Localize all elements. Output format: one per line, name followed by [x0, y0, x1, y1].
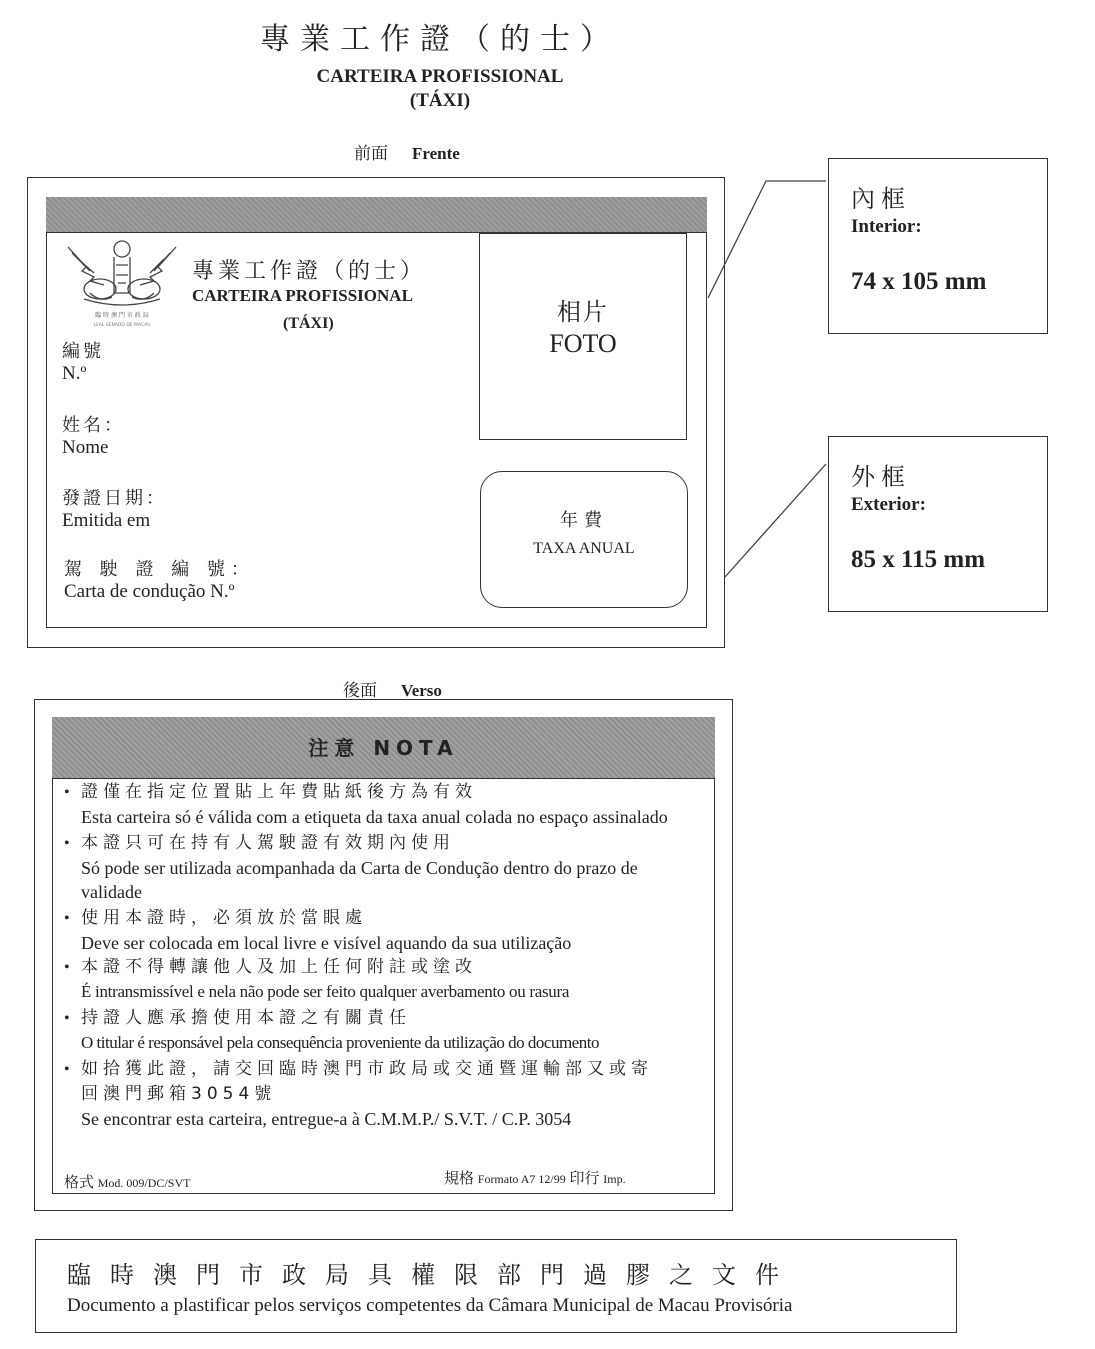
back-label-cn: 後面: [343, 681, 377, 701]
format-info: [444, 1167, 626, 1188]
exterior-label-pt: Exterior:: [851, 494, 926, 515]
nota-item: [64, 780, 714, 829]
nota-list: [64, 780, 714, 1131]
field-name-cn: 姓名：: [62, 415, 125, 436]
imp-cn: 印行: [569, 1169, 600, 1187]
nota-item-pt: Se encontrar esta carteira, entregue-a à C.M.M.P./ S.V.T. / C.P. 3054: [81, 1109, 572, 1129]
model-code: [64, 1171, 190, 1192]
card-title-chinese: 專業工作證（的士）: [192, 259, 427, 284]
nota-item-cn: 如拾獲此證，請交回臨時澳門市政局或交通暨運輸部又或寄回澳門郵箱3054號: [81, 1059, 653, 1104]
card-title-subtitle: (TÁXI): [283, 315, 334, 332]
nota-item: [64, 1057, 714, 1131]
exterior-dimension-box: [828, 436, 1048, 612]
nota-item-cn: 使用本證時，必須放於當眼處: [81, 908, 367, 928]
interior-label-pt: Interior:: [851, 216, 922, 237]
page-title-subtitle: (TÁXI): [409, 90, 471, 111]
back-label: [343, 676, 442, 701]
field-issue-date-cn: 發證日期：: [62, 488, 167, 509]
nota-header-bar: 注意 NOTA: [52, 717, 715, 779]
nota-item: [64, 831, 714, 904]
exterior-label-cn: 外框: [851, 463, 911, 491]
bullet-icon: •: [64, 959, 70, 976]
nota-item: [64, 906, 714, 955]
field-license-number-cn: 駕 駛 證 編 號：: [64, 559, 255, 580]
front-label-cn: 前面: [354, 144, 388, 164]
nota-item-cn: 持證人應承擔使用本證之有關責任: [81, 1008, 411, 1028]
svg-text:臨 時 澳 門 市 政 局: 臨 時 澳 門 市 政 局: [95, 312, 149, 319]
nota-item-pt: Deve ser colocada em local livre e visível aquando da sua utilização: [81, 933, 572, 953]
svg-text:LEAL SENADO DE MACAU: LEAL SENADO DE MACAU: [93, 323, 151, 328]
exterior-size-value: 85 x 115 mm: [851, 546, 986, 573]
interior-label-cn: 內框: [851, 185, 911, 213]
nota-item-pt: Esta carteira só é válida com a etiqueta da taxa anual colada no espaço assinalado: [81, 807, 668, 827]
field-name-pt: Nome: [62, 437, 109, 458]
interior-leader-line: [708, 181, 826, 298]
annual-fee-label-pt: TAXA ANUAL: [533, 540, 635, 557]
plastification-note-pt: Documento a plastificar pelos serviços competentes da Câmara Municipal de Macau Provisória: [67, 1295, 793, 1316]
nota-item-cn: 本證不得轉讓他人及加上任何附註或塗改: [81, 957, 477, 977]
format-pt: Formato A7 12/99: [477, 1172, 566, 1186]
nota-item: [64, 1006, 714, 1055]
model-code-cn: 格式: [64, 1173, 95, 1191]
plastification-note-cn: 臨時澳門市政局具權限部門過膠之文件: [67, 1261, 798, 1289]
model-code-pt: Mod. 009/DC/SVT: [97, 1176, 191, 1190]
format-cn: 規格: [444, 1169, 475, 1187]
nota-item-cn: 本證只可在持有人駕駛證有效期內使用: [81, 833, 455, 853]
bullet-icon: •: [64, 835, 70, 852]
nota-item: [64, 955, 714, 1004]
bullet-icon: •: [64, 784, 70, 801]
exterior-leader-line: [725, 464, 826, 577]
front-label-pt: Frente: [412, 144, 460, 163]
bullet-icon: •: [64, 910, 70, 927]
page-title-portuguese: CARTEIRA PROFISSIONAL: [316, 66, 564, 87]
annual-fee-label-cn: 年費: [560, 510, 608, 531]
photo-label-pt: FOTO: [549, 329, 617, 358]
bullet-icon: •: [64, 1010, 70, 1027]
photo-label-cn: 相片: [557, 298, 609, 326]
page-title-chinese: 專業工作證（的士）: [260, 22, 620, 57]
field-license-number-pt: Carta de condução N.º: [64, 581, 235, 602]
nota-item-pt: Só pode ser utilizada acompanhada da Carta de Condução dentro do prazo de validade: [81, 858, 638, 902]
imp-pt: Imp.: [603, 1172, 626, 1186]
interior-dimension-box: [828, 158, 1048, 334]
field-issue-date-pt: Emitida em: [62, 510, 151, 531]
nota-item-cn: 證僅在指定位置貼上年費貼紙後方為有效: [81, 782, 477, 802]
interior-size-value: 74 x 105 mm: [851, 268, 987, 295]
field-number-pt: N.º: [62, 363, 87, 384]
field-number-cn: 編號: [62, 341, 104, 362]
back-label-pt: Verso: [401, 681, 442, 700]
card-title-portuguese: CARTEIRA PROFISSIONAL: [192, 286, 413, 305]
nota-item-pt: O titular é responsável pela consequência proveniente da utilização do documento: [81, 1033, 599, 1052]
nota-item-pt: É intransmissível e nela não pode ser feito qualquer averbamento ou rasura: [81, 982, 570, 1001]
bullet-icon: •: [64, 1061, 70, 1078]
